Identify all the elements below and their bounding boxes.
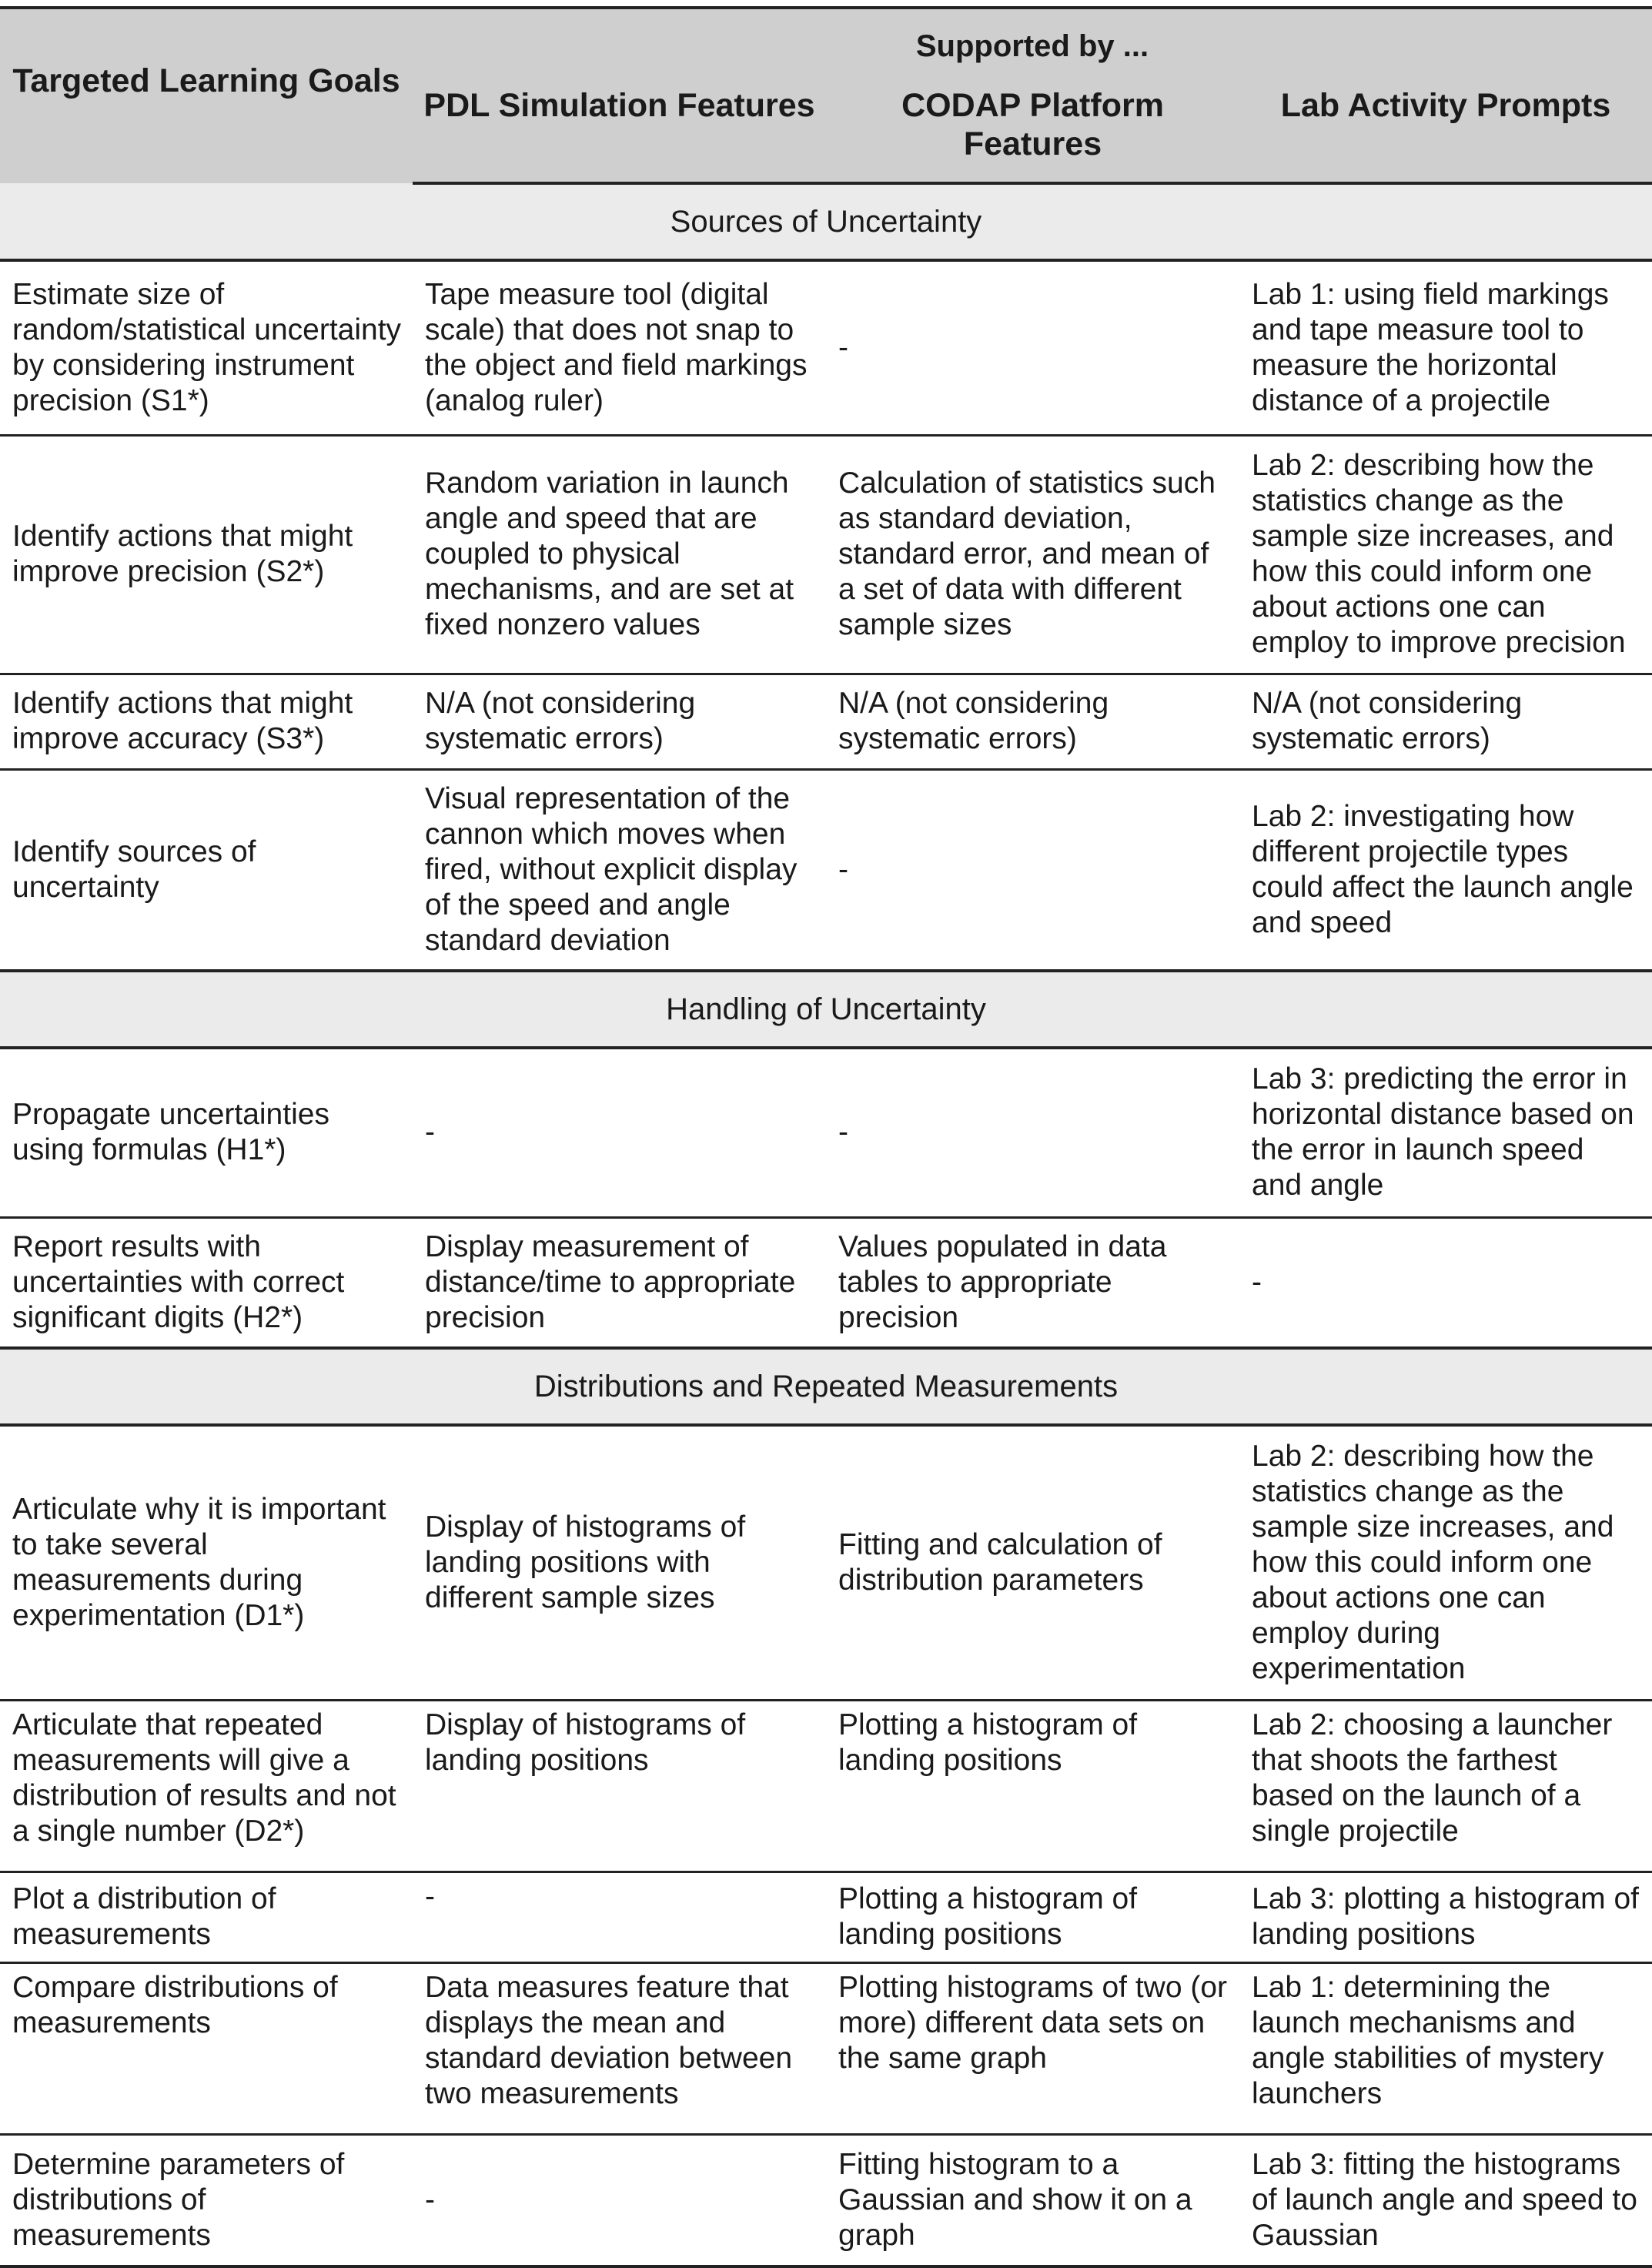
header-codap-platform-features: CODAP Platform Features [826,83,1239,183]
cell-pdl: - [413,1872,826,1962]
cell-codap: Calculation of statistics such as standard deviation, standard error, and mean of a set of data with different sample sizes [826,435,1239,674]
cell-pdl: N/A (not considering systematic errors) [413,674,826,769]
cell-codap: - [826,769,1239,971]
cell-lab: Lab 3: plotting a histogram of landing positions [1239,1872,1652,1962]
cell-codap: Plotting a histogram of landing positions [826,1872,1239,1962]
cell-lab: Lab 2: investigating how different projectile types could affect the launch angle and speed [1239,769,1652,971]
cell-lab: Lab 1: determining the launch mechanisms and angle stabilities of mystery launchers [1239,1962,1652,2134]
table-row [0,1048,1652,1217]
cell-goal: Propagate uncertainties using formulas (H1*) [0,1048,413,1217]
cell-goal: Estimate size of random/statistical uncertainty by considering instrument precision (S1*) [0,260,413,435]
cell-goal: Plot a distribution of measurements [0,1872,413,1962]
cell-lab: Lab 2: choosing a launcher that shoots the farthest based on the launch of a single projectile [1239,1700,1652,1872]
cell-codap: N/A (not considering systematic errors) [826,674,1239,769]
cell-pdl: - [413,1048,826,1217]
section-header-row [0,1348,1652,1425]
section-header-row [0,183,1652,260]
cell-codap: - [826,1048,1239,1217]
section-title-handling-of-uncertainty: Handling of Uncertainty [0,971,1652,1048]
cell-lab: N/A (not considering systematic errors) [1239,674,1652,769]
cell-goal: Compare distributions of measurements [0,1962,413,2134]
cell-goal: Report results with uncertainties with correct significant digits (H2*) [0,1217,413,1348]
cell-lab: Lab 3: predicting the error in horizontal distance based on the error in launch speed and angle [1239,1048,1652,1217]
cell-codap: Values populated in data tables to appropriate precision [826,1217,1239,1348]
table-row [0,260,1652,435]
cell-pdl: Display of histograms of landing positions [413,1700,826,1872]
header-targeted-learning-goals: Targeted Learning Goals [0,8,413,183]
section-header-row [0,971,1652,1048]
table-row [0,1700,1652,1872]
cell-lab: Lab 1: using field markings and tape measure tool to measure the horizontal distance of a projectile [1239,260,1652,435]
table-row [0,674,1652,769]
cell-codap: Fitting histogram to a Gaussian and show it on a graph [826,2134,1239,2266]
learning-goals-table-wrapper [0,6,1652,2268]
section-title-distributions-and-repeated-measurements: Distributions and Repeated Measurements [0,1348,1652,1425]
header-pdl-simulation-features: PDL Simulation Features [413,83,826,183]
table-row [0,1425,1652,1700]
cell-pdl: - [413,2134,826,2266]
table-row [0,1872,1652,1962]
cell-lab: Lab 2: describing how the statistics change as the sample size increases, and how this could inform one about actions one can employ to improve precision [1239,435,1652,674]
cell-goal: Articulate why it is important to take several measurements during experimentation (D1*) [0,1425,413,1700]
table-row [0,769,1652,971]
header-supported-by: Supported by ... [413,8,1652,83]
table-row [0,435,1652,674]
cell-pdl: Data measures feature that displays the mean and standard deviation between two measurements [413,1962,826,2134]
cell-goal: Identify sources of uncertainty [0,769,413,971]
cell-codap: Plotting histograms of two (or more) different data sets on the same graph [826,1962,1239,2134]
table-row [0,2134,1652,2266]
cell-pdl: Random variation in launch angle and speed that are coupled to physical mechanisms, and are set at fixed nonzero values [413,435,826,674]
header-lab-activity-prompts: Lab Activity Prompts [1239,83,1652,183]
cell-goal: Identify actions that might improve accuracy (S3*) [0,674,413,769]
cell-pdl: Display measurement of distance/time to appropriate precision [413,1217,826,1348]
cell-codap: Plotting a histogram of landing positions [826,1700,1239,1872]
cell-codap: - [826,260,1239,435]
cell-goal: Identify actions that might improve precision (S2*) [0,435,413,674]
learning-goals-table [0,6,1652,2268]
cell-pdl: Display of histograms of landing positions with different sample sizes [413,1425,826,1700]
cell-goal: Determine parameters of distributions of measurements [0,2134,413,2266]
cell-goal: Articulate that repeated measurements will give a distribution of results and not a single number (D2*) [0,1700,413,1872]
cell-pdl: Visual representation of the cannon which moves when fired, without explicit display of the speed and angle standard deviation [413,769,826,971]
cell-lab: - [1239,1217,1652,1348]
cell-codap: Fitting and calculation of distribution parameters [826,1425,1239,1700]
table-row [0,1962,1652,2134]
table-row [0,1217,1652,1348]
cell-pdl: Tape measure tool (digital scale) that does not snap to the object and field markings (analog ruler) [413,260,826,435]
cell-lab: Lab 2: describing how the statistics change as the sample size increases, and how this could inform one about actions one can employ during experimentation [1239,1425,1652,1700]
section-title-sources-of-uncertainty: Sources of Uncertainty [0,183,1652,260]
cell-lab: Lab 3: fitting the histograms of launch angle and speed to Gaussian [1239,2134,1652,2266]
